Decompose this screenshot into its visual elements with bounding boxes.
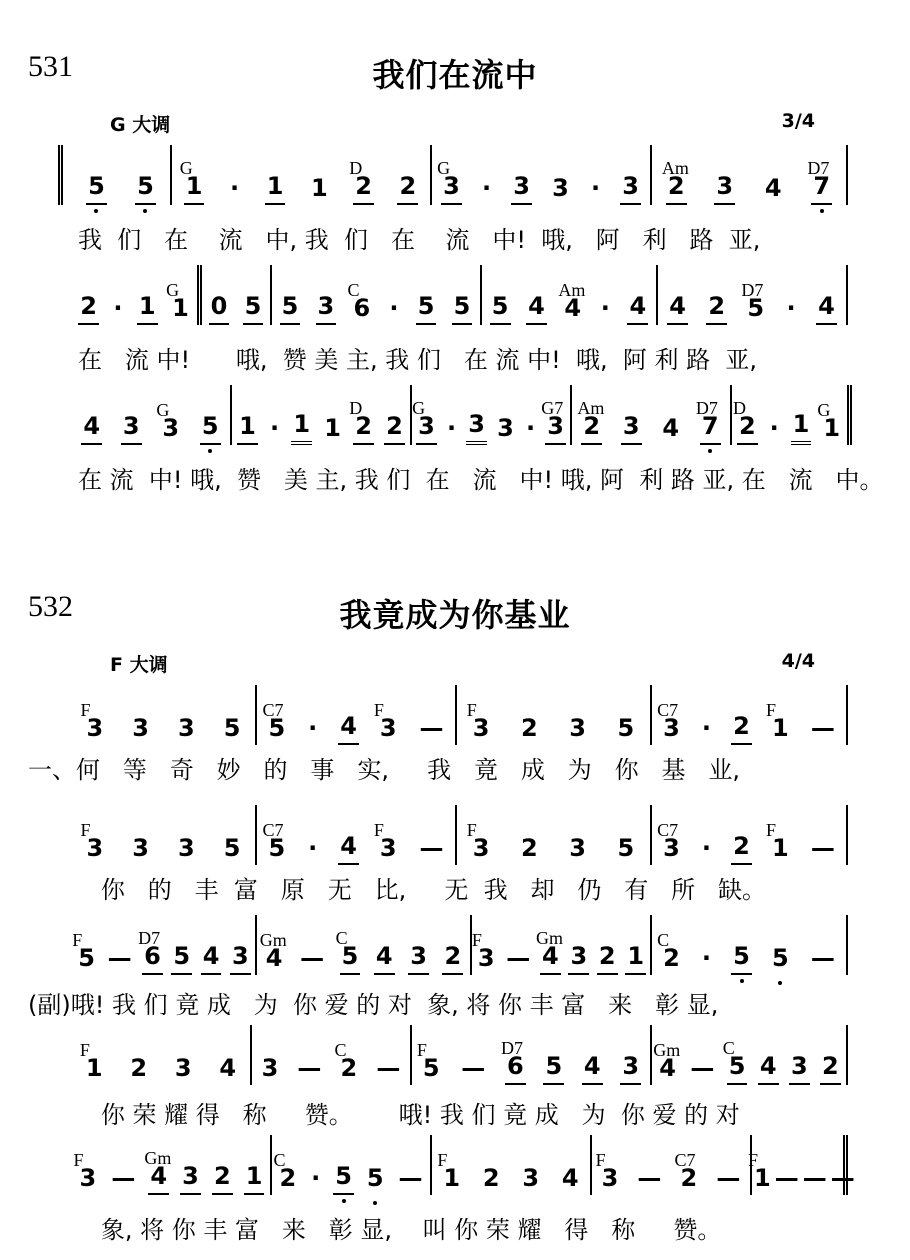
chord-symbol: C7 [657,700,679,720]
score-row [0,805,910,865]
note: 5 [365,1161,386,1195]
note: 4 [758,1049,779,1085]
note: 5 [490,289,511,325]
chord-symbol: C [335,928,348,948]
song-number: 532 [28,590,73,623]
score-row [0,915,910,975]
measure [252,1025,412,1085]
note: 4 Gm [540,939,561,975]
note: 5 [243,289,264,325]
note: 5 C7 [266,711,287,745]
note: 3 [230,939,251,975]
note: 1 [265,169,286,205]
note: 2 [130,1054,148,1082]
note: 4 [338,829,359,865]
note: 3 [178,714,195,742]
note: 2 [706,289,727,325]
measure [652,685,848,745]
note: 5 F [421,1051,442,1085]
note: 4 Am [562,291,583,325]
measure [652,805,848,865]
note: 1 [324,414,341,442]
note: 3 [621,409,642,445]
note: 5 [543,1049,564,1085]
measure [652,1025,848,1085]
chord-symbol: Am [577,398,605,418]
chord-symbol: Am [558,280,586,300]
measure [432,1135,592,1195]
score-row [0,265,910,325]
note: — [774,1164,799,1192]
note: 1 G [170,291,191,325]
note: 1 G [184,169,205,205]
note: 3 F [78,1161,99,1195]
note: 7 D7 [811,169,832,205]
note: — [690,1054,715,1082]
note: 5 [452,289,473,325]
note: 3 C7 [661,711,682,745]
note: 5 C [727,1049,748,1085]
note: 3 [569,834,586,862]
note: · [701,714,712,742]
measure [592,1135,752,1195]
chord-symbol: F [72,930,83,950]
note: 2 C [339,1051,360,1085]
note: 2 [212,1159,233,1195]
chord-symbol: G7 [541,398,564,418]
chord-symbol: F [766,820,777,840]
note: · [600,294,610,322]
note: 4 [667,289,688,325]
note: 4 [81,409,102,445]
note: 3 [121,409,142,445]
note: · [481,174,492,202]
note: · [525,414,536,442]
note: — [300,944,325,972]
note: 3 C7 [661,831,682,865]
note: 5 [333,1159,354,1195]
note: 4 [662,414,680,442]
note: 2 [597,939,618,975]
chord-symbol: C7 [262,700,284,720]
chord-symbol: F [466,700,477,720]
note: 2 [820,1049,841,1085]
note: 3 F [471,711,492,745]
note: — [637,1164,662,1192]
note: · [590,174,601,202]
note: 3 F [476,941,497,975]
note: 4 Gm [264,941,285,975]
note: · [270,414,280,442]
note: · [701,944,712,972]
note: 1 G [821,411,842,445]
chord-symbol: D7 [695,398,718,418]
measure [457,685,652,745]
note: 4 [816,289,837,325]
chord-symbol: D7 [807,158,830,178]
chord-symbol: C7 [657,820,679,840]
note: 2 [442,939,463,975]
note: · [446,414,457,442]
note: 3 F [378,711,399,745]
note: 1 [625,939,646,975]
lyrics-line: 我 们 在 流 中, 我 们 在 流 中! 哦, 阿 利 路 亚, [78,226,761,254]
note: 4 Gm [148,1159,169,1195]
measure [257,685,457,745]
note: · [389,294,399,322]
measure [232,385,412,445]
note: 3 [178,834,195,862]
note: 1 F [84,1051,105,1085]
note: 2 [521,714,538,742]
note: — [297,1054,322,1082]
note: · [769,414,779,442]
chord-symbol: G [166,280,180,300]
note: — [802,1164,827,1192]
chord-symbol: F [437,1150,448,1170]
measure [572,385,732,445]
chord-symbol: C [273,1150,286,1170]
note: 3 G [441,169,462,205]
note: — [461,1054,486,1082]
note: 1 F [770,711,791,745]
note: 5 C [340,939,361,975]
note: · [308,714,318,742]
note: — [398,1164,423,1192]
note: 6 D7 [505,1049,526,1085]
note: 3 [497,414,514,442]
chord-symbol: D7 [501,1038,524,1058]
note: — [830,1164,855,1192]
measure [412,385,572,445]
note: 3 [408,939,429,975]
note: 3 [620,169,641,205]
chord-symbol: F [73,1150,84,1170]
note: 4 [338,709,359,745]
note: 2 D [353,409,374,445]
chord-symbol: C7 [674,1150,696,1170]
measure [652,145,848,205]
note: — [419,834,444,862]
key-signature: F 大调 [110,654,168,676]
note: 5 [86,169,107,205]
note: 3 G [416,409,437,445]
note: 4 [201,939,222,975]
chord-symbol: F [373,820,384,840]
chord-symbol: D [349,158,363,178]
chord-symbol: D7 [138,928,161,948]
score-row [0,1025,910,1085]
note: 2 [521,834,538,862]
score-row [0,685,910,745]
note: 5 D7 [745,291,766,325]
note: · [308,834,318,862]
note: 4 [627,289,648,325]
note: 3 G [160,411,181,445]
note: 3 F [378,831,399,865]
measure [272,1135,432,1195]
note: · [113,294,123,322]
note: 2 [384,409,405,445]
note: 1 [791,407,812,445]
chord-symbol: Gm [144,1148,172,1168]
note: 3 [569,714,586,742]
note: 5 [770,941,791,975]
note: 3 [789,1049,810,1085]
note: 3 [316,289,337,325]
note: 2 [731,709,752,745]
note: — [111,1164,136,1192]
chord-symbol: D [732,398,746,418]
measure [412,1025,652,1085]
measure [72,385,232,445]
measure [457,805,652,865]
note: 3 F [85,831,106,865]
measure [72,1025,252,1085]
chord-symbol: C [722,1038,735,1058]
note: 4 Gm [657,1051,678,1085]
note: 2 C [277,1161,298,1195]
note: 4 [561,1164,579,1192]
note: 2 [397,169,418,205]
score-row [0,145,910,205]
measure [472,915,652,975]
chord-symbol: D7 [741,280,764,300]
note: 2 D [737,409,758,445]
note: 6 D7 [142,939,163,975]
note: 3 [180,1159,201,1195]
measure [202,265,272,325]
lyrics-line: 在 流 中! 哦, 赞 美 主, 我 们 在 流 中! 哦, 阿 利 路 亚, [78,346,757,374]
chord-symbol: F [748,1150,759,1170]
note: · [311,1164,321,1192]
note: 3 G7 [545,409,566,445]
chord-symbol: F [466,820,477,840]
note: 5 [135,169,156,205]
measure [432,145,652,205]
chord-symbol: F [766,700,777,720]
note: 3 F [471,831,492,865]
note: 5 [223,714,241,742]
chord-symbol: C7 [262,820,284,840]
note: — [506,944,531,972]
measure [257,805,457,865]
score-row [0,385,910,445]
note: — [419,714,444,742]
note: 2 [731,829,752,865]
measure [652,915,848,975]
chord-symbol: G [412,398,426,418]
lyrics-line: 象, 将 你 丰 富 来 彰 显, 叫 你 荣 耀 得 称 赞。 [78,1216,722,1244]
measure [72,685,257,745]
chord-symbol: F [595,1150,606,1170]
chord-symbol: Gm [653,1040,681,1060]
note: 2 Am [666,169,687,205]
lyrics-line: 你 荣 耀 得 称 赞。 哦! 我 们 竟 成 为 你 爱 的 对 [78,1101,740,1129]
note: 2 C7 [679,1161,700,1195]
note: · [786,294,796,322]
chord-symbol: F [416,1040,427,1060]
measure [72,805,257,865]
note: · [230,174,240,202]
measure [72,265,202,325]
song-title: 我竟成为你基业 [339,596,571,634]
note: 2 [482,1164,500,1192]
note: 3 [132,714,149,742]
note: 4 [582,1049,603,1085]
lyrics-line: 在 流 中! 哦, 赞 美 主, 我 们 在 流 中! 哦, 阿 利 路 亚, 在 流 中。 [78,466,884,494]
key-signature: G 大调 [110,114,171,136]
note: 5 [617,714,635,742]
note: 1 [237,409,258,445]
lyrics-line: 一、何 等 奇 妙 的 事 实, 我 竟 成 为 你 基 业, [28,756,741,784]
measure [72,145,172,205]
note: 1 [244,1159,265,1195]
note: — [810,714,835,742]
chord-symbol: G [437,158,451,178]
note: 5 [416,289,437,325]
note: 5 [171,939,192,975]
note: 1 F [441,1161,462,1195]
chord-symbol: C [334,1040,347,1060]
note: 3 [261,1054,279,1082]
note: 5 [223,834,241,862]
note: 6 C [351,291,372,325]
note: — [107,944,132,972]
time-signature: 3/4 [781,110,815,132]
note: 5 [617,834,635,862]
note: 5 [200,409,221,445]
note: 4 [764,174,782,202]
note: — [716,1164,741,1192]
note: 2 Am [581,409,602,445]
note: 1 [310,174,328,202]
chord-symbol: Gm [259,930,287,950]
note: 2 D [353,169,374,205]
note: 5 [280,289,301,325]
chord-symbol: C [657,930,670,950]
note: 2 C [661,941,682,975]
start-barline [58,145,71,205]
chord-symbol: F [80,820,91,840]
note: 0 [209,289,230,325]
note: 3 F [600,1161,621,1195]
measure [172,145,432,205]
note: — [810,944,835,972]
chord-symbol: G [156,400,170,420]
note: 4 [374,939,395,975]
note: — [376,1054,401,1082]
note: 3 [174,1054,192,1082]
note: 5 C7 [266,831,287,865]
chord-symbol: C [347,280,360,300]
note: 3 F [85,711,106,745]
note: 3 [568,939,589,975]
chord-symbol: G [179,158,193,178]
note: 5 [731,939,752,975]
note: 3 [466,407,487,445]
note: 4 [219,1054,237,1082]
note: 3 [132,834,149,862]
note: 3 [511,169,532,205]
chord-symbol: F [79,1040,90,1060]
note: 3 [714,169,735,205]
note: 1 [137,289,158,325]
note: 7 D7 [700,409,721,445]
lyrics-line: 你 的 丰 富 原 无 比, 无 我 却 仍 有 所 缺。 [78,876,767,904]
measure [257,915,472,975]
chord-symbol: Am [661,158,689,178]
note: 1 [291,407,312,445]
chord-symbol: Gm [536,928,564,948]
chord-symbol: F [471,930,482,950]
measure [72,1135,272,1195]
measure [272,265,482,325]
note: 2 [78,289,99,325]
note: 3 [552,174,569,202]
note: · [701,834,712,862]
measure [748,1135,855,1195]
note: — [810,834,835,862]
note: 4 [526,289,547,325]
note: 1 F [770,831,791,865]
note: 3 [620,1049,641,1085]
chord-symbol: G [817,400,831,420]
measure [72,915,257,975]
note: 1 F [752,1161,773,1195]
score-row [0,1135,910,1195]
song-title: 我们在流中 [372,56,538,94]
measure [732,385,852,445]
chord-symbol: D [349,398,363,418]
measure [482,265,658,325]
chord-symbol: F [373,700,384,720]
chord-symbol: F [80,700,91,720]
lyrics-line: (副)哦! 我 们 竟 成 为 你 爱 的 对 象, 将 你 丰 富 来 彰 显, [28,991,719,1019]
note: 5 F [76,941,97,975]
time-signature: 4/4 [781,650,815,672]
measure [658,265,848,325]
song-number: 531 [28,50,73,83]
note: 3 [522,1164,540,1192]
